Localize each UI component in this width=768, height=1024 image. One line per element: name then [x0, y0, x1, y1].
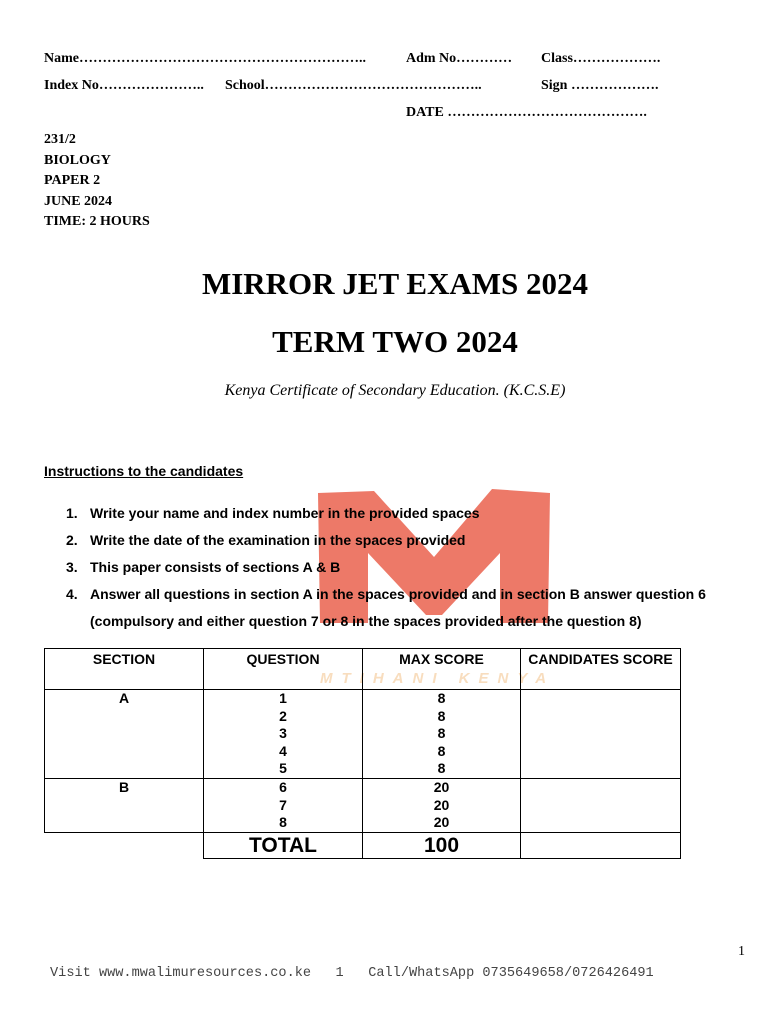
question-cell: 1 2 3 4 5	[204, 690, 363, 779]
school-field-label: School………………………………………..	[225, 78, 482, 93]
table-row	[45, 779, 681, 833]
footer-call: Call/WhatsApp 0735649658/0726426491	[368, 966, 654, 981]
sign-field-label: Sign ……………….	[541, 78, 659, 93]
score-table	[44, 648, 681, 859]
table-header-row	[45, 649, 681, 690]
name-field-label: Name……………………………………………………..	[44, 51, 366, 66]
instruction-item: 1. Write your name and index number in the provided spaces	[66, 505, 480, 521]
question-cell: 6 7 8	[204, 779, 363, 833]
footer	[50, 966, 654, 981]
exam-subtitle: Kenya Certificate of Secondary Education. (K.C.S.E)	[224, 382, 566, 399]
page-number: 1	[738, 944, 745, 959]
term-title: TERM TWO 2024	[272, 324, 518, 359]
footer-page: 1	[335, 966, 344, 981]
section-cell: A	[45, 690, 204, 779]
candidates-score-cell[interactable]	[521, 779, 681, 833]
date-field-label: DATE …………………………………….	[406, 105, 647, 120]
paper-time: TIME: 2 HOURS	[44, 214, 150, 229]
total-label: TOTAL	[204, 833, 363, 859]
max-score-cell: 20 20 20	[363, 779, 521, 833]
header-candidates-score: CANDIDATES SCORE	[521, 649, 681, 690]
total-value: 100	[363, 833, 521, 859]
paper-code: 231/2	[44, 132, 76, 147]
header-section: SECTION	[45, 649, 204, 690]
section-cell: B	[45, 779, 204, 833]
total-candidates-score-cell[interactable]	[521, 833, 681, 859]
total-row	[45, 833, 681, 859]
paper-subject: BIOLOGY	[44, 152, 111, 168]
instruction-item: 3. This paper consists of sections A & B	[66, 559, 341, 575]
instructions-heading: Instructions to the candidates	[44, 463, 244, 479]
watermark-text: MTIHANI KENYA	[320, 670, 556, 687]
adm-no-field-label: Adm No…………	[406, 51, 513, 66]
instruction-item: 4. Answer all questions in section A in the spaces provided and in section B answer question 6 (compulsory and either question 7 or 8 in the spaces provided after the question 8)	[66, 586, 706, 629]
max-score-cell: 8 8 8 8 8	[363, 690, 521, 779]
footer-visit: Visit www.mwalimuresources.co.ke	[50, 966, 312, 981]
candidates-score-cell[interactable]	[521, 690, 681, 779]
paper-month: JUNE 2024	[44, 193, 113, 209]
header-max-score: MAX SCORE	[363, 649, 521, 690]
instructions-list	[66, 500, 756, 635]
class-field-label: Class……………….	[541, 51, 661, 66]
table-row	[45, 690, 681, 779]
paper-number: PAPER 2	[44, 173, 101, 188]
paper-meta	[44, 130, 150, 233]
instruction-item: 2. Write the date of the examination in the spaces provided	[66, 532, 466, 548]
header-question: QUESTION	[204, 649, 363, 690]
exam-title: MIRROR JET EXAMS 2024	[201, 266, 589, 301]
index-no-field-label: Index No…………………..	[44, 78, 204, 93]
